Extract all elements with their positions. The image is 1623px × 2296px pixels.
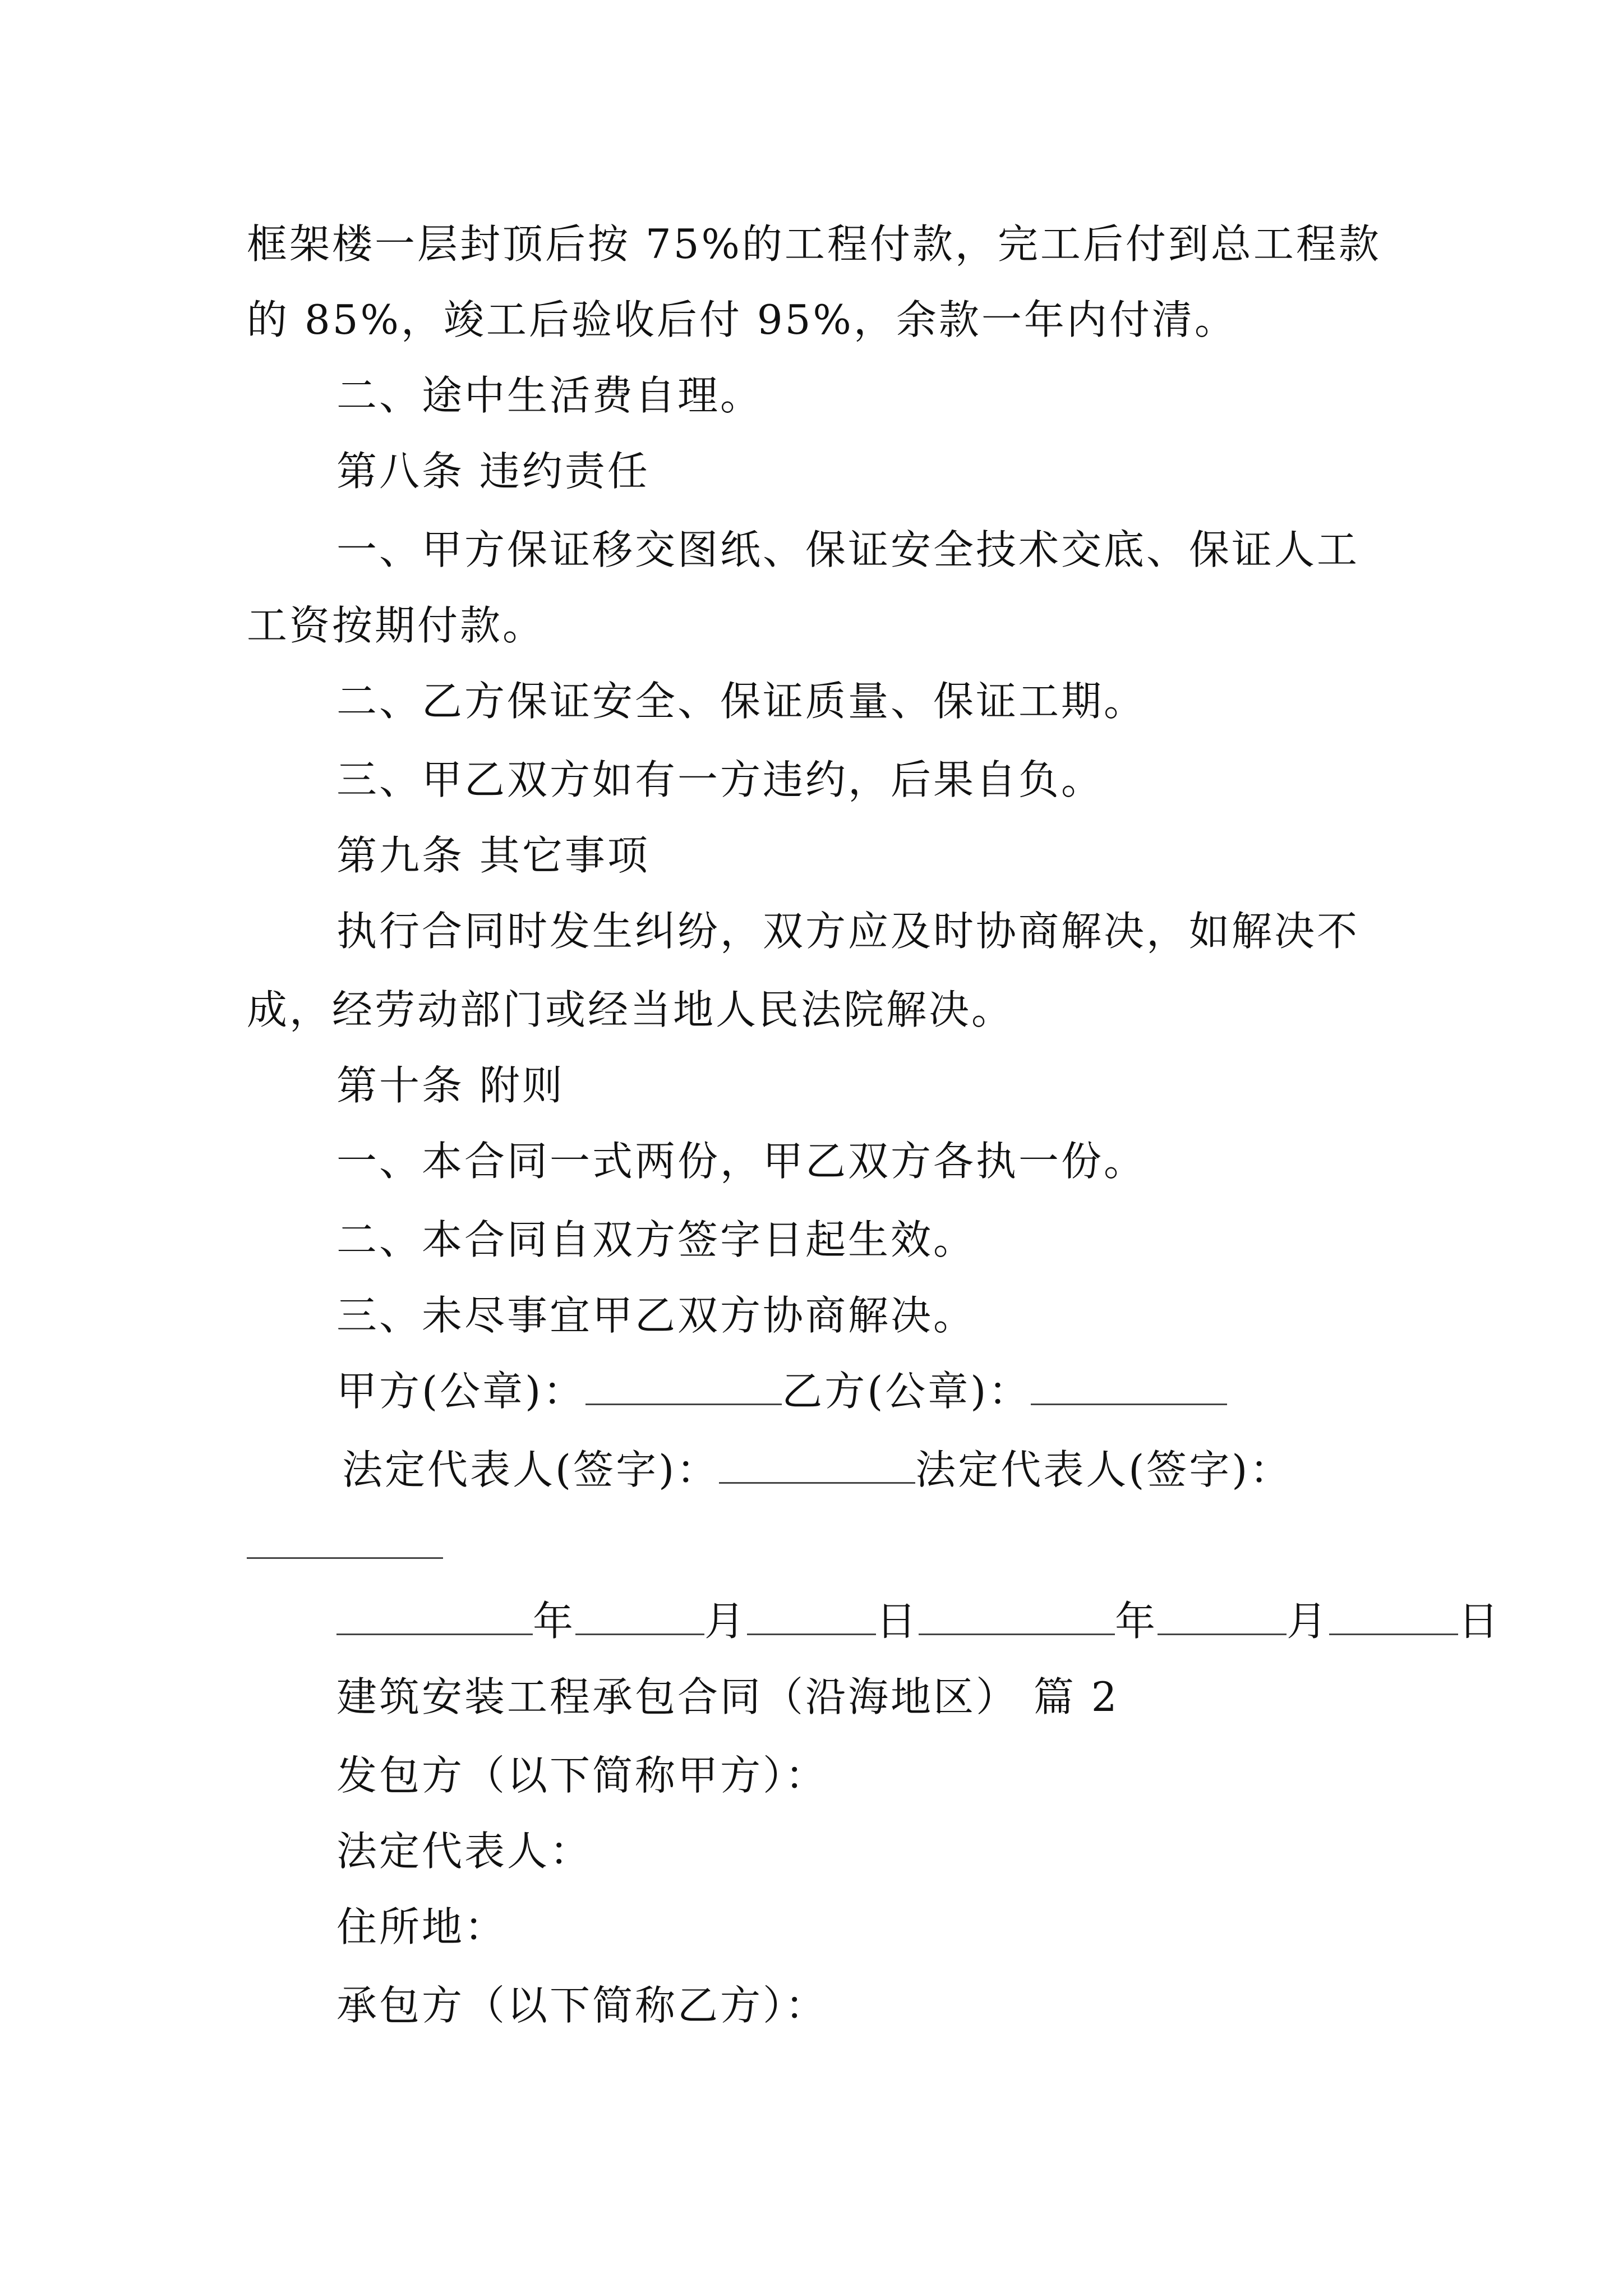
legal-rep-a-label: 法定代表人(签字)： (342, 1446, 720, 1493)
party-a-seal-label: 甲方(公章)： (336, 1368, 586, 1415)
month-a-blank (575, 1594, 704, 1635)
day-b-blank (1329, 1594, 1458, 1635)
contract-2-title: 建筑安装工程承包合同（沿海地区） 篇 2 (336, 1673, 1119, 1720)
article-9-line1: 执行合同时发生纠纷，双方应及时协商解决，如解决不 (336, 908, 1360, 955)
legal-rep-b-blank (247, 1557, 443, 1559)
legal-rep-line (342, 1442, 1292, 1498)
legal-rep-a-blank (719, 1443, 915, 1484)
contract-2-employer: 发包方（以下简称甲方）： (336, 1752, 828, 1799)
party-a-seal-blank (585, 1364, 782, 1405)
article-8-item-1-line1: 一、甲方保证移交图纸、保证安全技术交底、保证人工 (336, 526, 1360, 573)
article-8-item-2: 二、乙方保证安全、保证质量、保证工期。 (336, 678, 1147, 725)
party-b-seal-blank (1031, 1364, 1227, 1405)
article-9-line2: 成，经劳动部门或经当地人民法院解决。 (247, 986, 1015, 1033)
legal-rep-b-label: 法定代表人(签字)： (915, 1446, 1293, 1493)
article-8-title: 第八条 违约责任 (336, 448, 650, 495)
article-8-item-1-line2: 工资按期付款。 (247, 602, 546, 649)
paragraph-payment-line2: 的 85%，竣工后验收后付 95%，余款一年内付清。 (247, 296, 1237, 343)
contract-2-legal-rep: 法定代表人： (336, 1828, 593, 1875)
article-10-item-3: 三、未尽事宜甲乙双方协商解决。 (336, 1292, 976, 1339)
party-b-seal-label: 乙方(公章)： (782, 1368, 1031, 1415)
day-a-blank (747, 1594, 876, 1635)
paragraph-living-expenses: 二、途中生活费自理。 (336, 372, 763, 419)
contract-2-contractor: 承包方（以下简称乙方）： (336, 1982, 828, 2029)
paragraph-payment-line1: 框架楼一层封顶后按 75%的工程付款，完工后付到总工程款 (247, 220, 1381, 268)
day-b-label: 日 (1458, 1598, 1501, 1645)
article-10-item-1: 一、本合同一式两份，甲乙双方各执一份。 (336, 1138, 1147, 1185)
month-b-blank (1158, 1594, 1287, 1635)
article-10-title: 第十条 附则 (336, 1062, 565, 1109)
seal-line (336, 1363, 1227, 1419)
year-b-label: 年 (1115, 1598, 1158, 1645)
article-8-item-3: 三、甲乙双方如有一方违约，后果自负。 (336, 756, 1104, 803)
month-a-label: 月 (704, 1598, 748, 1645)
contract-2-address: 住所地： (336, 1903, 508, 1950)
year-a-label: 年 (533, 1598, 576, 1645)
year-b-blank (919, 1594, 1115, 1635)
month-b-label: 月 (1287, 1598, 1330, 1645)
day-a-label: 日 (876, 1598, 919, 1645)
date-line (336, 1593, 1501, 1649)
article-9-title: 第九条 其它事项 (336, 832, 650, 879)
year-a-blank (336, 1594, 533, 1635)
article-10-item-2: 二、本合同自双方签字日起生效。 (336, 1216, 976, 1263)
